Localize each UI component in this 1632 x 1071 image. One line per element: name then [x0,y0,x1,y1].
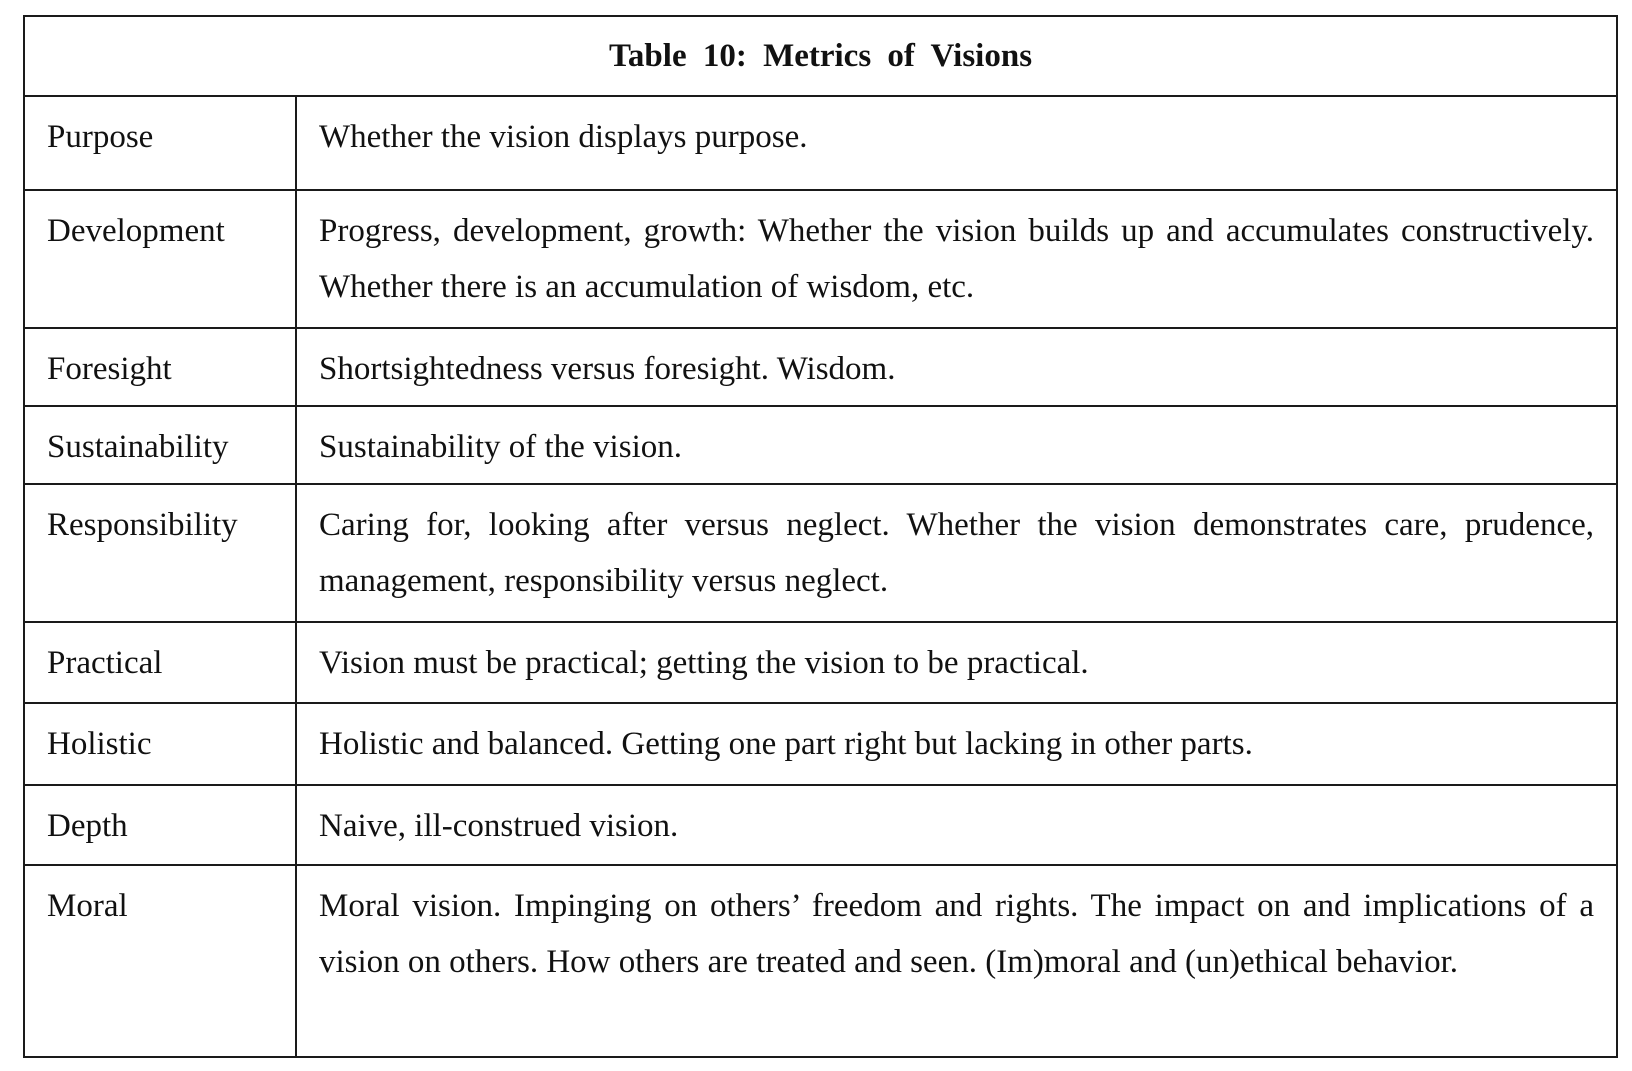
metric-description: Moral vision. Impinging on others’ freedom and rights. The impact on and implications of a vision on others. How others are treated and seen. (Im)moral and (un)ethical behavior. [296,865,1617,1057]
metric-name: Purpose [24,96,296,190]
metric-name: Responsibility [24,484,296,622]
metric-description: Naive, ill-construed vision. [296,785,1617,865]
table-row [24,785,1617,865]
metric-name: Development [24,190,296,328]
table-row [24,406,1617,484]
metric-description: Holistic and balanced. Getting one part right but lacking in other parts. [296,703,1617,785]
metric-name: Holistic [24,703,296,785]
table-row [24,622,1617,703]
metric-description: Shortsightedness versus foresight. Wisdom. [296,328,1617,406]
table-row [24,96,1617,190]
metric-name: Foresight [24,328,296,406]
table-title-row [24,16,1617,96]
metric-name: Sustainability [24,406,296,484]
table-row [24,865,1617,1057]
metric-description: Progress, development, growth: Whether the vision builds up and accumulates constructively. Whether there is an accumulation of wisdom, etc. [296,190,1617,328]
table-row [24,190,1617,328]
metric-description: Caring for, looking after versus neglect. Whether the vision demonstrates care, prudence, management, responsibility versus neglect. [296,484,1617,622]
metric-description: Whether the vision displays purpose. [296,96,1617,190]
metric-name: Practical [24,622,296,703]
table-row [24,703,1617,785]
metrics-table [23,15,1618,1058]
metric-name: Moral [24,865,296,1057]
metric-description: Vision must be practical; getting the vision to be practical. [296,622,1617,703]
metric-description: Sustainability of the vision. [296,406,1617,484]
table-row [24,328,1617,406]
table-title: Table 10: Metrics of Visions [24,16,1617,96]
table-row [24,484,1617,622]
metric-name: Depth [24,785,296,865]
